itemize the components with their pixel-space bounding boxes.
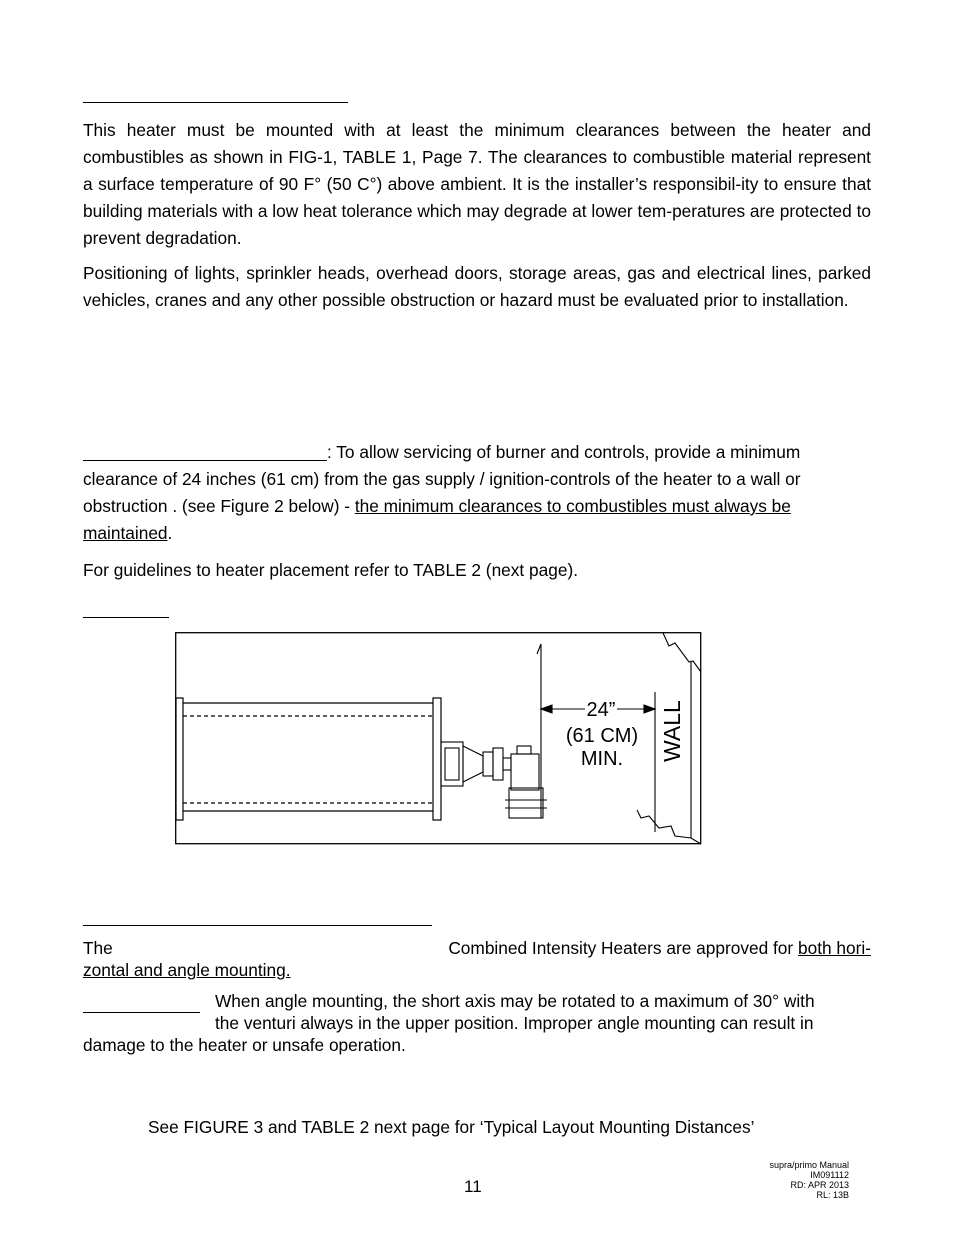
note-heading-rule — [83, 1012, 200, 1013]
min-clearance-warning: the minimum clearances to combustibles must always be — [354, 496, 791, 516]
mounting-line-1: The Combined Intensity Heaters are approved for both hori- — [83, 938, 871, 958]
page-number: 11 — [464, 1177, 482, 1196]
dim-inches: 24” — [586, 699, 616, 721]
service-line-1: : To allow servicing of burner and controls, provide a minimum — [327, 442, 801, 462]
note-line-1: When angle mounting, the short axis may be rotated to a maximum of 30° with — [215, 991, 815, 1011]
dim-min: MIN. — [580, 748, 624, 770]
service-line-4: maintained. — [83, 523, 173, 543]
service-line-2: clearance of 24 inches (61 cm) from the gas supply / ignition-controls of the heater to a wall or — [83, 469, 801, 489]
service-clearance-block — [83, 439, 883, 547]
burner-controls — [441, 742, 547, 818]
service-line-3: obstruction . (see Figure 2 below) - the minimum clearances to combustibles must always be — [83, 496, 791, 516]
figure-2-diagram — [175, 632, 702, 845]
guideline-text: For guidelines to heater placement refer to TABLE 2 (next page). — [83, 560, 579, 580]
obstruction-paragraph: Positioning of lights, sprinkler heads, overhead doors, storage areas, gas and electrical lines, parked vehicles, cranes and any other possible obstruction or hazard must be evaluated prior to installation. — [83, 263, 871, 310]
service-heading-rule — [83, 442, 327, 461]
mounting-line-2: zontal and angle mounting. — [83, 960, 291, 980]
clearance-paragraph: This heater must be mounted with at least the minimum clearances between the heater and combustibles as shown in FIG-1, TABLE 1, Page 7. The clearances to combustible material represent a surface temperature of 90 F° (50 C°) above ambient. It is the installer’s responsibil-ity to ensure that building materials with a low heat tolerance which may degrade at lower tem-peratures are protected to prevent degradation. — [83, 120, 871, 248]
mounting-heading-rule — [83, 925, 432, 926]
dim-centimeters: (61 CM) — [565, 725, 639, 747]
note-line-3: damage to the heater or unsafe operation. — [83, 1035, 406, 1055]
figure-heading-rule — [83, 617, 169, 618]
section-heading-rule — [83, 102, 348, 103]
manual-footer: supra/primo Manual IM091112 RD: APR 2013 RL: 13B — [769, 1160, 849, 1200]
wall-label: WALL — [659, 700, 685, 762]
heater-tube — [176, 698, 441, 820]
see-figure-text: See FIGURE 3 and TABLE 2 next page for ‘Typical Layout Mounting Distances’ — [148, 1117, 755, 1137]
note-line-2: the venturi always in the upper position. Improper angle mounting can result in — [215, 1013, 814, 1033]
